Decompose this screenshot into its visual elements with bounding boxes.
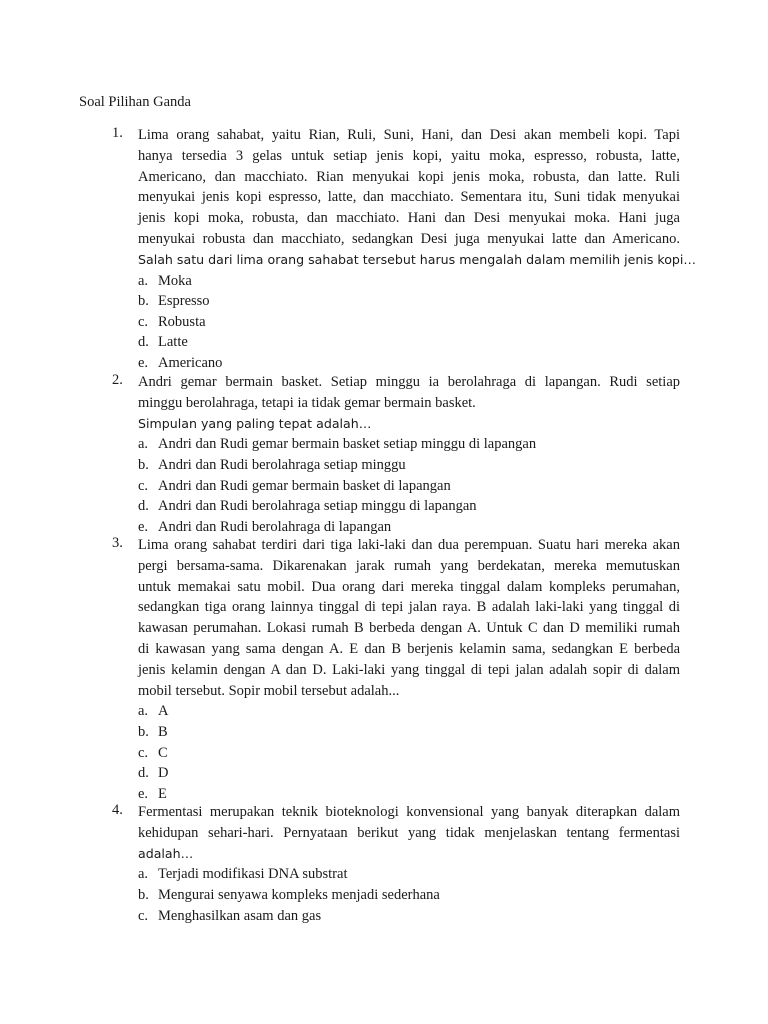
question-text-line: jenis kopi moka, robusta, dan macchiato. Hani dan Desi menyukai moka. Hani juga xyxy=(138,210,680,227)
document-title: Soal Pilihan Ganda xyxy=(79,94,191,110)
answer-option-d[interactable] xyxy=(138,332,680,353)
option-text: Mengurai senyawa kompleks menjadi sederhana xyxy=(158,886,440,903)
option-letter: e. xyxy=(138,354,149,371)
question-number: 2. xyxy=(112,372,123,388)
answer-options xyxy=(138,864,680,926)
question-text-line: menyukai jenis kopi espresso, latte, dan macchiato. Sementara itu, Suni tidak menyukai xyxy=(138,189,680,206)
question-text-line: jenis kelamin dengan A dan D. Laki-laki yang tinggal di tepi jalan adalah sopir di dalam xyxy=(138,661,680,678)
question-prompt: Salah satu dari lima orang sahabat tersebut harus mengalah dalam memilih jenis kopi… xyxy=(138,251,697,267)
answer-option-a[interactable] xyxy=(138,434,680,455)
question-1 xyxy=(112,125,697,374)
question-text-line: Lima orang sahabat, yaitu Rian, Ruli, Suni, Hani, dan Desi akan membeli kopi. Tapi xyxy=(138,127,680,143)
option-letter: e. xyxy=(138,518,149,535)
question-text-line: Lima orang sahabat terdiri dari tiga laki-laki dan dua perempuan. Suatu hari mereka akan xyxy=(138,537,680,553)
question-2 xyxy=(112,372,680,537)
option-text: Americano xyxy=(158,354,223,371)
question-prompt: adalah… xyxy=(138,845,194,861)
question-prompt: Simpulan yang paling tepat adalah… xyxy=(138,415,372,431)
answer-option-b[interactable] xyxy=(138,455,680,476)
option-letter: c. xyxy=(138,313,149,330)
option-text: D xyxy=(158,765,169,782)
answer-options xyxy=(138,434,680,537)
question-text-line: untuk memakai satu mobil. Dua orang dari mereka tinggal dalam kompleks perumahan, xyxy=(138,578,680,595)
answer-options xyxy=(138,271,680,374)
option-letter: a. xyxy=(138,272,149,289)
answer-option-b[interactable] xyxy=(138,722,680,743)
option-text: A xyxy=(158,703,169,720)
question-text-line: kehidupan sehari-hari. Pernyataan berikut yang tidak menjelaskan tentang fermentasi xyxy=(138,824,680,841)
question-text-line: pergi bersama-sama. Dikarenakan jarak rumah yang berdekatan, mereka memutuskan xyxy=(138,557,680,574)
option-letter: a. xyxy=(138,866,149,883)
option-letter: e. xyxy=(138,785,149,802)
question-number: 1. xyxy=(112,125,123,141)
question-text-line: mobil tersebut. Sopir mobil tersebut adalah... xyxy=(138,682,400,699)
answer-option-d[interactable] xyxy=(138,763,680,784)
question-number: 4. xyxy=(112,802,123,818)
option-text: B xyxy=(158,723,168,740)
option-text: Latte xyxy=(158,334,188,351)
question-body xyxy=(138,125,697,374)
answer-option-c[interactable] xyxy=(138,906,680,927)
question-4 xyxy=(112,802,680,926)
option-letter: b. xyxy=(138,293,149,310)
question-text-line: Fermentasi merupakan teknik bioteknologi konvensional yang banyak diterapkan dalam xyxy=(138,804,680,820)
question-text-line: minggu berolahraga, tetapi ia tidak gemar bermain basket. xyxy=(138,394,476,411)
option-text: C xyxy=(158,744,168,761)
answer-option-a[interactable] xyxy=(138,701,680,722)
option-text: Andri dan Rudi berolahraga setiap minggu di lapangan xyxy=(158,498,477,515)
option-text: Menghasilkan asam dan gas xyxy=(158,907,322,924)
option-letter: c. xyxy=(138,744,149,761)
option-letter: d. xyxy=(138,498,149,515)
option-text: E xyxy=(158,785,167,802)
question-body xyxy=(138,372,680,537)
answer-option-d[interactable] xyxy=(138,496,680,517)
option-letter: b. xyxy=(138,886,149,903)
option-letter: b. xyxy=(138,456,149,473)
option-text: Andri dan Rudi berolahraga di lapangan xyxy=(158,518,392,535)
question-body xyxy=(138,802,680,926)
option-text: Robusta xyxy=(158,313,206,330)
answer-option-c[interactable] xyxy=(138,476,680,497)
answer-option-a[interactable] xyxy=(138,864,680,885)
question-text-line: hanya tersedia 3 gelas untuk setiap jenis kopi, yaitu moka, espresso, robusta, latte, xyxy=(138,147,680,164)
answer-option-c[interactable] xyxy=(138,312,680,333)
question-text-line: menyukai robusta dan macchiato, sedangkan Desi juga menyukai latte dan Americano. xyxy=(138,230,680,247)
option-letter: b. xyxy=(138,723,149,740)
option-letter: a. xyxy=(138,703,149,720)
question-3 xyxy=(112,535,680,804)
question-text-line: Americano, dan macchiato. Rian menyukai kopi jenis moka, robusta, dan latte. Ruli xyxy=(138,168,680,185)
option-letter: c. xyxy=(138,907,149,924)
question-number: 3. xyxy=(112,535,123,551)
answer-options xyxy=(138,701,680,804)
option-letter: c. xyxy=(138,477,149,494)
answer-option-b[interactable] xyxy=(138,291,680,312)
option-text: Andri dan Rudi berolahraga setiap minggu xyxy=(158,456,406,473)
question-body xyxy=(138,535,680,804)
option-letter: d. xyxy=(138,334,149,351)
question-text-line: sedangkan tiga orang lainnya tinggal di tepi jalan raya. B adalah laki-laki yang tinggal di xyxy=(138,599,680,616)
option-letter: d. xyxy=(138,765,149,782)
question-text-line: Andri gemar bermain basket. Setiap minggu ia berolahraga di lapangan. Rudi setiap xyxy=(138,374,680,390)
option-text: Moka xyxy=(158,272,192,289)
option-text: Andri dan Rudi gemar bermain basket di lapangan xyxy=(158,477,451,494)
answer-option-b[interactable] xyxy=(138,885,680,906)
answer-option-e[interactable] xyxy=(138,353,680,374)
question-text-line: di kawasan yang sama dengan A. E dan B berjenis kelamin sama, sedangkan E berbeda xyxy=(138,640,680,657)
question-text-line: kawasan perumahan. Lokasi rumah B berbeda dengan A. Untuk C dan D memiliki rumah xyxy=(138,620,680,637)
option-text: Terjadi modifikasi DNA substrat xyxy=(158,866,348,883)
answer-option-c[interactable] xyxy=(138,743,680,764)
answer-option-a[interactable] xyxy=(138,271,680,292)
option-text: Espresso xyxy=(158,293,210,310)
option-letter: a. xyxy=(138,436,149,453)
option-text: Andri dan Rudi gemar bermain basket setiap minggu di lapangan xyxy=(158,436,537,453)
